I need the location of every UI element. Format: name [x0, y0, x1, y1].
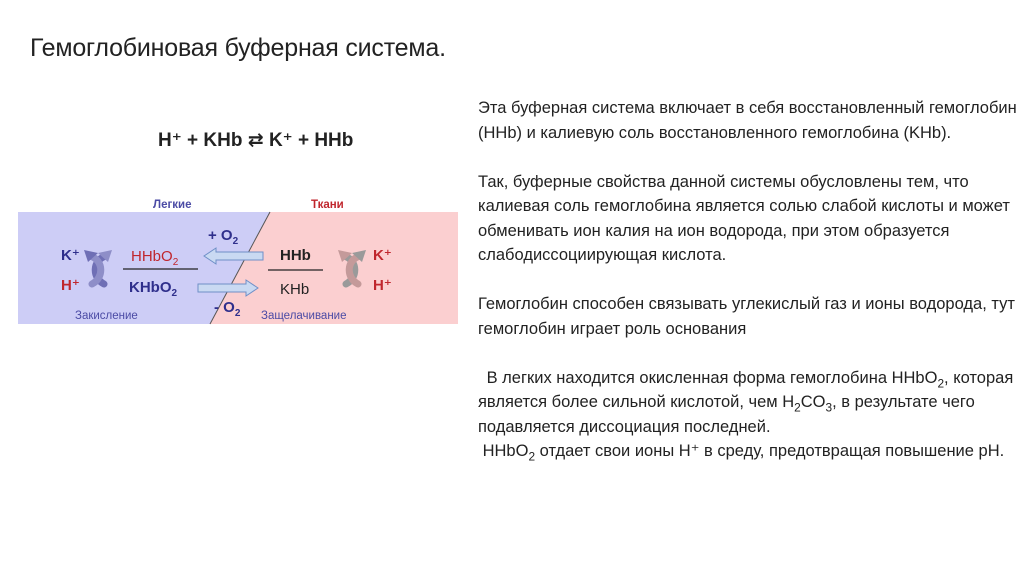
khb-label: KHb	[280, 281, 310, 298]
buffer-equation	[158, 129, 353, 152]
paragraph-2: Так, буферные свойства данной системы обусловлены тем, что калиевая соль гемоглобина является солью слабой кислоты и может обменивать ион калия на ион водорода, при этом образуется слабодиссоциирующая кислота.	[478, 172, 1010, 264]
minus-o2-label: - $O_2$	[214, 299, 241, 319]
khbo2-label: KHbO$_2$	[129, 279, 178, 299]
right-k-ion: K⁺	[373, 247, 392, 264]
left-k-ion: K⁺	[61, 247, 80, 264]
hhbo2-label: HHbO$_2$	[131, 248, 179, 268]
hhb-label: HHb	[280, 247, 311, 264]
slide-title: Гемоглобиновая буферная система.	[30, 34, 446, 62]
equilibrium-arrow: ⇄	[247, 130, 264, 151]
paragraph-3: Гемоглобин способен связывать углекислый газ и ионы водорода, тут гемоглобин играет роль основания	[478, 295, 1015, 338]
right-h-ion: H⁺	[373, 277, 392, 294]
acidification-label: Закисление	[75, 310, 138, 322]
equation-left: H⁺ + KHb	[158, 130, 243, 151]
paragraph-4: В легких находится окисленная форма гемоглобина HHbO$_2$, которая является более сильной кислотой, чем $H_2CO_3$, в результате чего подавляется диссоциация последней. HHbO$_2$ отдает свои ионы H⁺ в среду, предотвращая повышение pH.	[478, 368, 1014, 464]
buffer-diagram	[18, 198, 458, 328]
paragraph-1: Эта буферная система включает в себя восстановленный гемоглобин (HHb) и калиевую соль восстановленного гемоглобина (KHb).	[478, 99, 1017, 142]
equation-right: K⁺ + HHb	[268, 130, 354, 151]
tissues-label: Ткани	[311, 199, 344, 211]
explanation-text	[478, 96, 1018, 464]
left-h-ion: H⁺	[61, 277, 80, 294]
lungs-label: Легкие	[153, 199, 192, 211]
plus-o2-label: + $O_2$	[208, 227, 239, 247]
alkalization-label: Защелачивание	[261, 310, 347, 322]
